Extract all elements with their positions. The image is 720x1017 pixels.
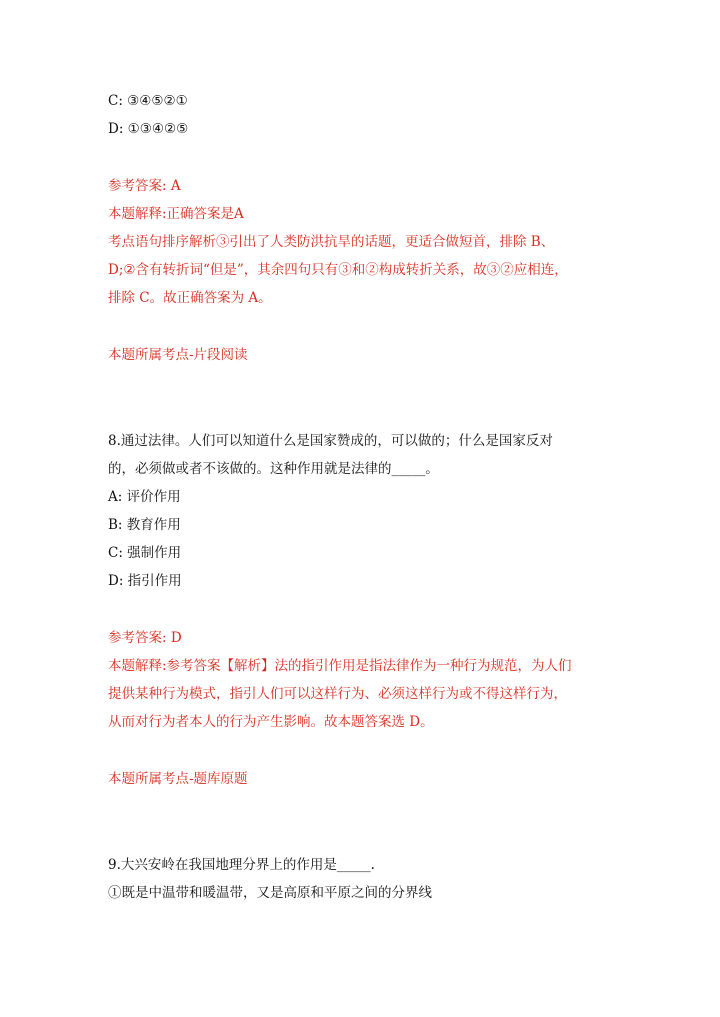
q7-topic: 本题所属考点-片段阅读 <box>108 347 248 363</box>
q9-stem: 9.大兴安岭在我国地理分界上的作用是_____. <box>108 857 375 873</box>
q7-explanation-line-1: 本题解释:正确答案是A <box>108 206 244 222</box>
q9-item-1: ①既是中温带和暖温带，又是高原和平原之间的分界线 <box>108 885 432 901</box>
q8-explanation-line-3: 从而对行为者本人的行为产生影响。故本题答案选 D。 <box>108 714 434 730</box>
q8-answer: 参考答案: D <box>108 630 182 646</box>
q8-option-b: B: 教育作用 <box>108 517 181 533</box>
q8-stem-line-2: 的，必须做或者不该做的。这种作用就是法律的_____。 <box>108 461 439 477</box>
q8-option-d: D: 指引作用 <box>108 573 182 589</box>
q7-option-c: C: ③④⑤②① <box>108 93 188 109</box>
q8-option-a: A: 评价作用 <box>108 489 181 505</box>
q8-explanation-line-2: 提供某种行为模式，指引人们可以这样行为、必须这样行为或不得这样行为， <box>108 686 567 702</box>
q7-explanation-line-2: 考点语句排序解析③引出了人类防洪抗旱的话题，更适合做短首，排除 B、 <box>108 234 555 250</box>
q7-option-d: D: ①③④②⑤ <box>108 121 189 137</box>
q8-topic: 本题所属考点-题库原题 <box>108 771 248 787</box>
q8-explanation-line-1: 本题解释:参考答案【解析】法的指引作用是指法律作为一种行为规范，为人们 <box>108 658 572 674</box>
q8-option-c: C: 强制作用 <box>108 545 182 561</box>
q7-explanation-line-3: D;②含有转折词“但是”，其余四句只有③和②构成转折关系，故③②应相连， <box>108 262 568 278</box>
q7-explanation-line-4: 排除 C。故正确答案为 A。 <box>108 290 272 306</box>
q7-answer: 参考答案: A <box>108 178 181 194</box>
q8-stem-line-1: 8.通过法律。人们可以知道什么是国家赞成的，可以做的；什么是国家反对 <box>108 433 553 449</box>
